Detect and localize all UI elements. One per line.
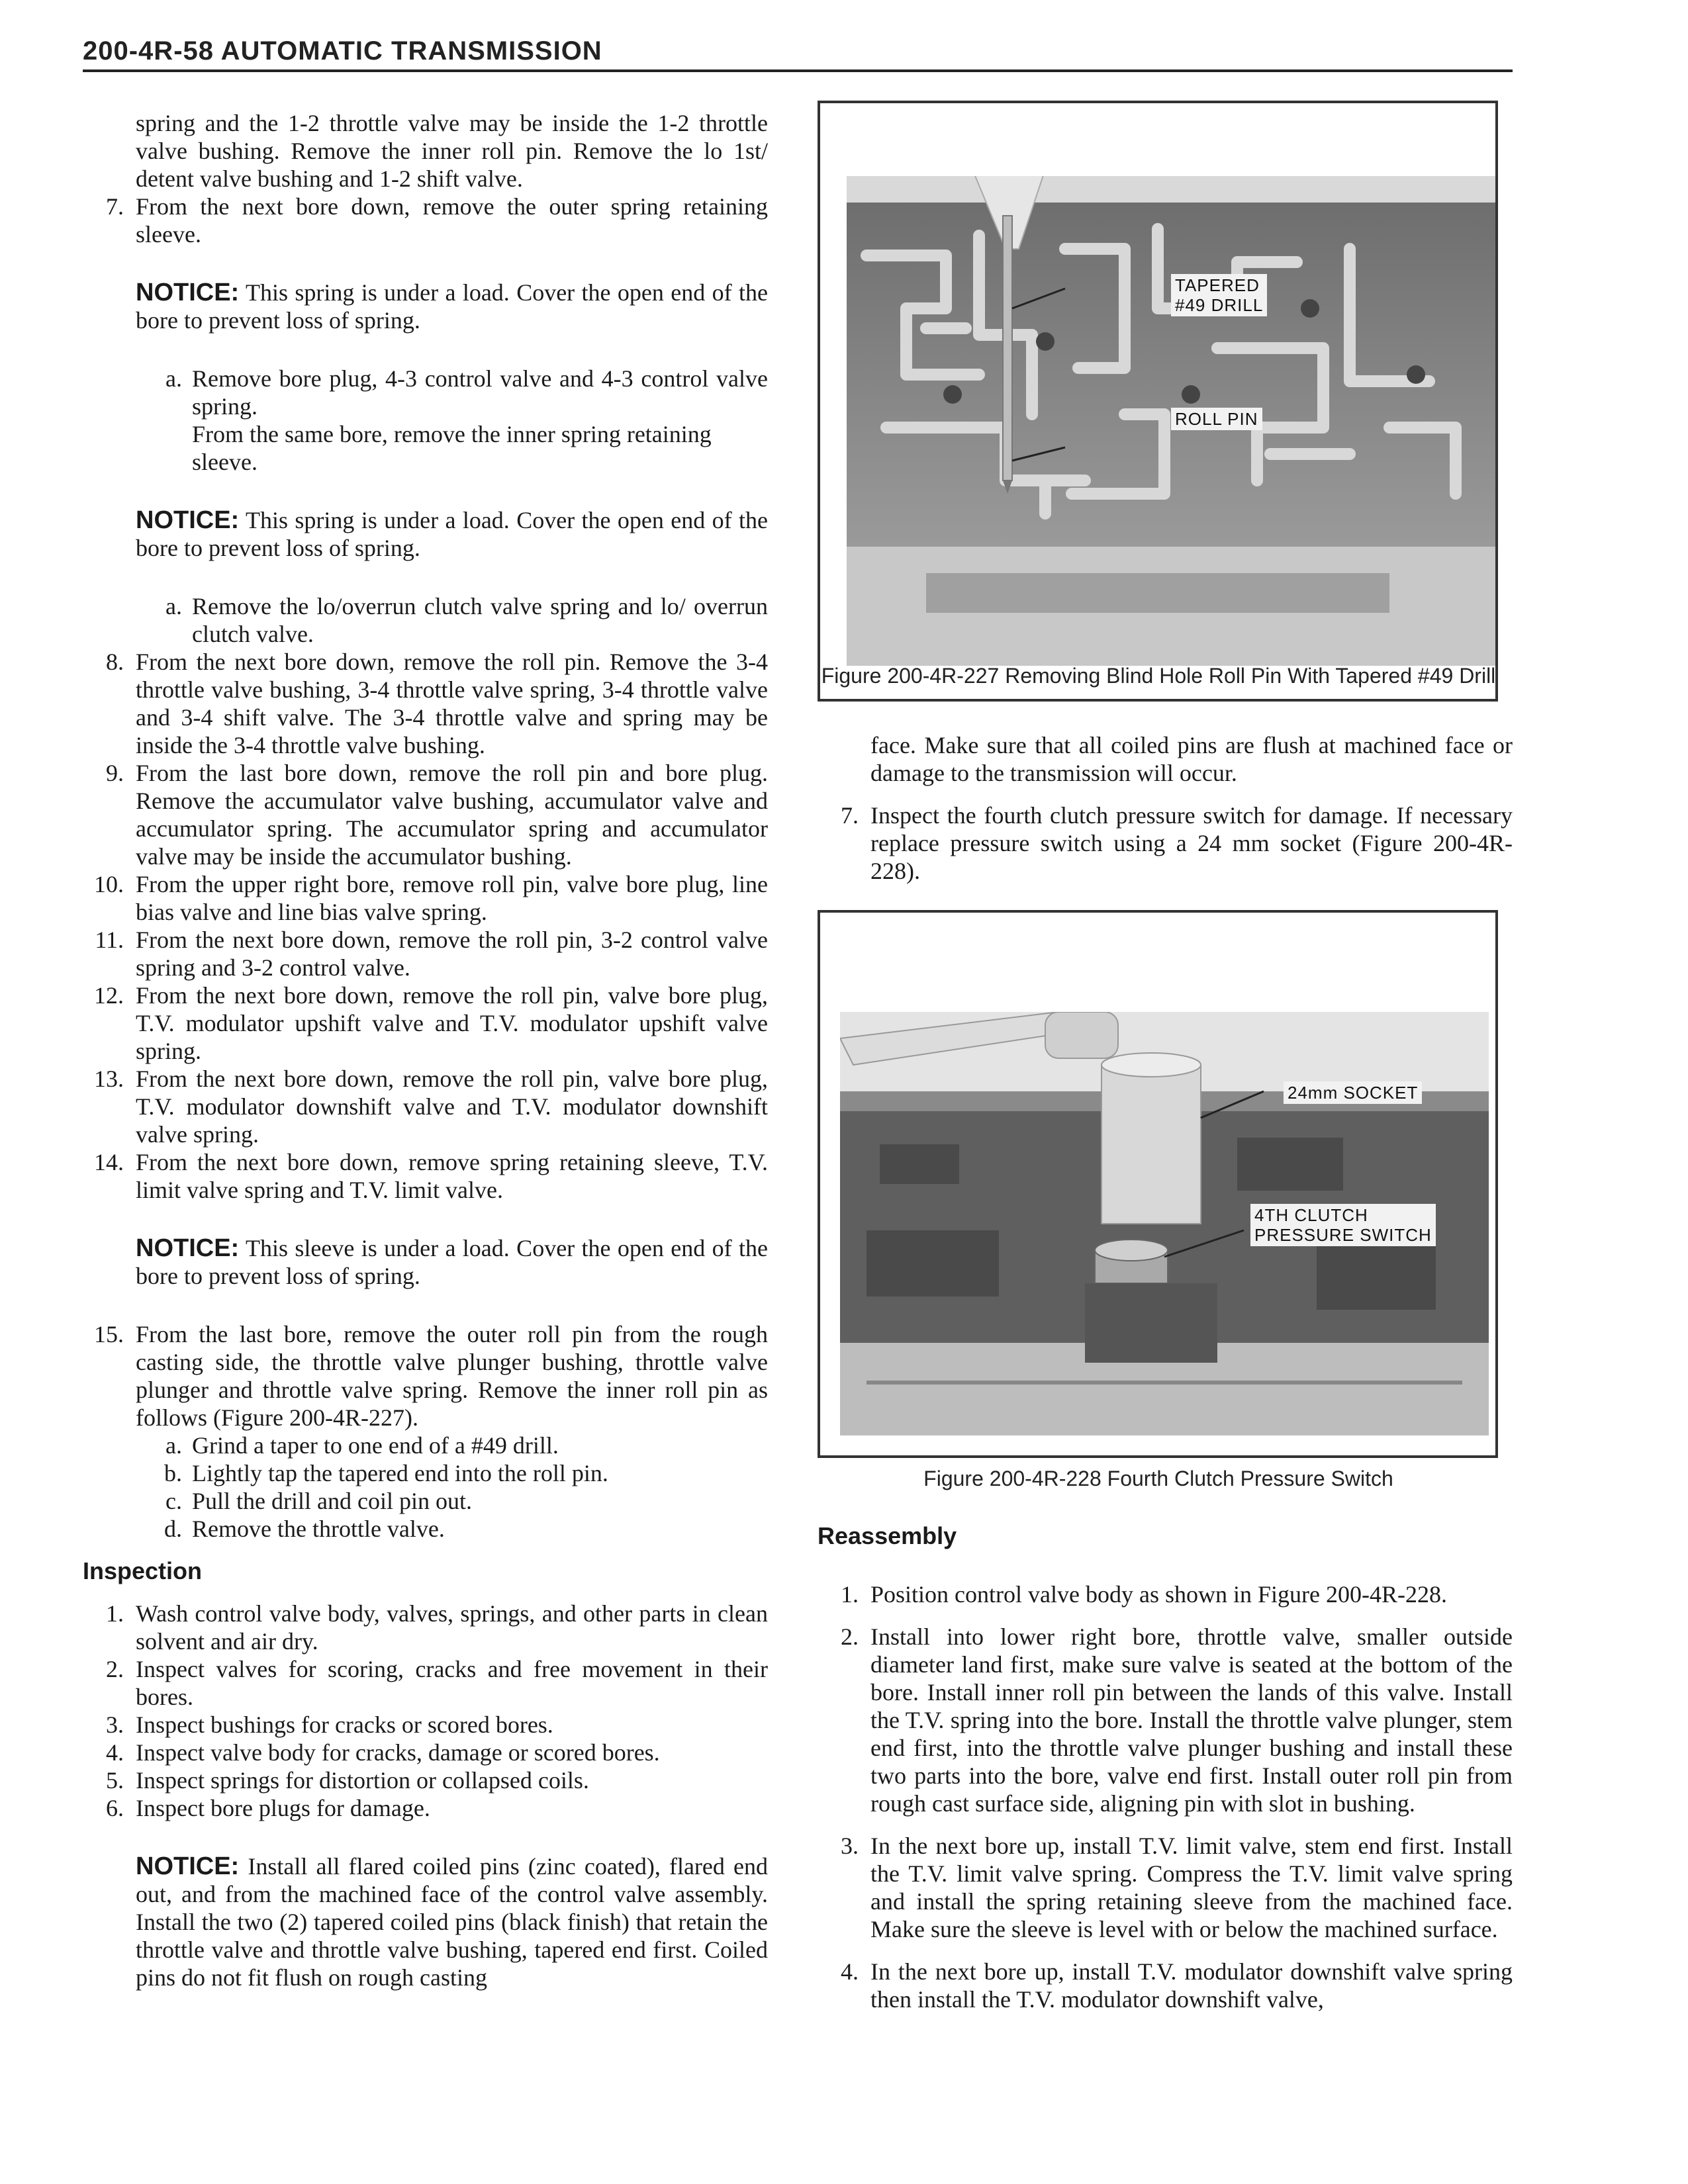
substep-text: Grind a taper to one end of a #49 drill. [192,1432,559,1459]
substep-a-1 [83,365,768,420]
step-10 [83,870,768,926]
step-number: 6. [106,1795,124,1821]
substep-continuation: From the same bore, remove the inner spring retaining sleeve. [192,421,712,475]
inspection-1 [83,1600,768,1655]
step-text: Inspect bore plugs for damage. [136,1795,430,1821]
step-number: 5. [106,1767,124,1794]
reassembly-section [818,1522,1513,2013]
left-column [83,109,768,1991]
reassembly-1 [818,1580,1513,1608]
inspection-6 [83,1794,768,1822]
step-number: 9. [106,760,124,786]
substep-text: Remove bore plug, 4-3 control valve and 4-3 control valve spring. [192,365,768,420]
reassembly-heading: Reassembly [818,1522,957,1549]
callout-tapered-drill: TAPERED #49 DRILL [1171,274,1267,316]
step-text: From the last bore down, remove the roll pin and bore plug. Remove the accumulator valve bushing, accumulator valve and accumulator spring. The accumulator spring and accumulator valve may be inside the accumulator bushing. [136,760,768,870]
page-title: 200-4R-58 AUTOMATIC TRANSMISSION [83,36,602,66]
substep-text: Remove the lo/overrun clutch valve spring and lo/ overrun clutch valve. [192,593,768,647]
step-text: From the next bore down, remove spring retaining sleeve, T.V. limit valve spring and T.V. limit valve. [136,1149,768,1203]
notice-1 [83,279,768,334]
step-11 [83,926,768,981]
step-text: From the next bore down, remove the roll pin, valve bore plug, T.V. modulator upshift valve and T.V. modulator upshift valve spring. [136,982,768,1064]
step-number: 13. [94,1066,124,1092]
figure-228 [818,910,1498,1458]
inspection-4 [83,1739,768,1766]
step-number: 2. [106,1656,124,1682]
step-13 [83,1065,768,1148]
substep-a-2 [83,592,768,648]
substep-letter: d. [164,1516,182,1542]
step-7 [83,193,768,248]
step-text: In the next bore up, install T.V. limit valve, stem end first. Install the T.V. limit valve spring. Compress the T.V. limit valve spring and install the spring retaining sleeve from the machined face. Make sure the sleeve is level with or below the machined surface. [870,1833,1513,1942]
step-text: From the last bore, remove the outer roll pin from the rough casting side, the throttle valve plunger bushing, throttle valve plunger and throttle valve spring. Remove the inner roll pin as follows (Figure 200-4R-227). [136,1321,768,1431]
notice-text: This sleeve is under a load. Cover the open end of the bore to prevent loss of spring. [136,1235,768,1289]
substep-letter: c. [165,1488,182,1514]
step-number: 3. [106,1711,124,1738]
substep-letter: a. [165,593,182,619]
step-text: Install into lower right bore, throttle valve, smaller outside diameter land first, make sure valve is seated at the bottom of the bore. Install inner roll pin between the lands of this valve. Install the T.V. spring into the bore. Install the throttle valve plunger, stem end first, into the throttle valve plunger bushing and install these two parts into the bore, valve end first. Install outer roll pin from rough cast surface side, aligning pin with slot in bushing. [870,1623,1513,1817]
continuation-paragraph: face. Make sure that all coiled pins are flush at machined face or damage to the transmission will occur. [870,732,1513,786]
notice-text: This spring is under a load. Cover the open end of the bore to prevent loss of spring. [136,507,768,561]
notice-label: NOTICE: [136,506,240,534]
right-column [818,731,1513,885]
notice-2 [83,506,768,562]
intro-paragraph: spring and the 1-2 throttle valve may be inside the 1-2 throttle valve bushing. Remove the inner roll pin. Remove the lo 1st/ detent valve bushing and 1-2 shift valve. [136,110,768,192]
step-14 [83,1148,768,1204]
inspection-heading: Inspection [83,1557,203,1584]
callout-pressure-switch: 4TH CLUTCH PRESSURE SWITCH [1250,1204,1436,1246]
step-number: 7. [841,802,859,829]
figure-227-caption: Figure 200-4R-227 Removing Blind Hole Roll Pin With Tapered #49 Drill [821,664,1496,688]
inspection-2 [83,1655,768,1711]
inspection-5 [83,1766,768,1794]
step-text: Inspect valves for scoring, cracks and free movement in their bores. [136,1656,768,1710]
step-number: 10. [94,871,124,897]
notice-text: Install all flared coiled pins (zinc coated), flared end out, and from the machined face of the control valve assembly. Install the two (2) tapered coiled pins (black finish) that retain the throttle valve and throttle valve bushing, tapered end first. Coiled pins do not fit flush on rough casting [136,1853,768,1991]
notice-label: NOTICE: [136,1234,240,1262]
substep-15c [83,1487,768,1515]
figure-228-caption: Figure 200-4R-228 Fourth Clutch Pressure Switch [923,1467,1393,1490]
step-number: 2. [841,1623,859,1650]
substep-letter: a. [165,1432,182,1459]
step-number: 4. [841,1958,859,1985]
reassembly-3 [818,1832,1513,1943]
step-text: From the upper right bore, remove roll pin, valve bore plug, line bias valve and line bias valve spring. [136,871,768,925]
step-text: Inspect the fourth clutch pressure switch for damage. If necessary replace pressure switch using a 24 mm socket (Figure 200-4R-228). [870,802,1513,884]
inspection-3 [83,1711,768,1739]
step-text: From the next bore down, remove the roll pin, 3-2 control valve spring and 3-2 control valve. [136,927,768,981]
step-text: From the next bore down, remove the outer spring retaining sleeve. [136,193,768,248]
figure-227 [818,101,1498,702]
substep-text: Remove the throttle valve. [192,1516,445,1542]
callout-24mm-socket: 24mm SOCKET [1284,1081,1422,1104]
notice-4 [83,1852,768,1991]
step-text: From the next bore down, remove the roll pin, valve bore plug, T.V. modulator downshift valve and T.V. modulator downshift valve spring. [136,1066,768,1148]
step-text: Wash control valve body, valves, springs, and other parts in clean solvent and air dry. [136,1600,768,1655]
step-number: 1. [841,1581,859,1608]
step-7-right [818,801,1513,885]
step-number: 1. [106,1600,124,1627]
step-9 [83,759,768,870]
step-8 [83,648,768,759]
step-number: 7. [106,193,124,220]
substep-15b [83,1459,768,1487]
step-text: Inspect valve body for cracks, damage or scored bores. [136,1739,660,1766]
step-number: 8. [106,649,124,675]
reassembly-2 [818,1623,1513,1817]
step-number: 12. [94,982,124,1009]
reassembly-4 [818,1958,1513,2013]
step-number: 15. [94,1321,124,1347]
step-number: 3. [841,1833,859,1859]
notice-label: NOTICE: [136,279,240,306]
step-text: In the next bore up, install T.V. modulator downshift valve spring then install the T.V. modulator downshift valve, [870,1958,1513,2013]
substep-15a [83,1432,768,1459]
page-header [83,36,1513,66]
step-number: 14. [94,1149,124,1175]
notice-label: NOTICE: [136,1852,240,1880]
step-text: From the next bore down, remove the roll pin. Remove the 3-4 throttle valve bushing, 3-4 throttle valve spring, 3-4 throttle valve and 3-4 shift valve. The 3-4 throttle valve and spring may be inside the 3-4 throttle valve bushing. [136,649,768,758]
step-text: Inspect springs for distortion or collapsed coils. [136,1767,589,1794]
step-15 [83,1320,768,1432]
substep-text: Lightly tap the tapered end into the roll pin. [192,1460,608,1486]
substep-text: Pull the drill and coil pin out. [192,1488,472,1514]
callout-roll-pin: ROLL PIN [1171,408,1262,430]
notice-text: This spring is under a load. Cover the open end of the bore to prevent loss of spring. [136,279,768,334]
step-number: 11. [95,927,124,953]
substep-letter: b. [164,1460,182,1486]
header-rule [83,69,1513,72]
step-text: Inspect bushings for cracks or scored bores. [136,1711,553,1738]
substep-letter: a. [165,365,182,392]
substep-15d [83,1515,768,1543]
step-text: Position control valve body as shown in Figure 200-4R-228. [870,1581,1447,1608]
notice-3 [83,1234,768,1290]
step-12 [83,981,768,1065]
step-number: 4. [106,1739,124,1766]
